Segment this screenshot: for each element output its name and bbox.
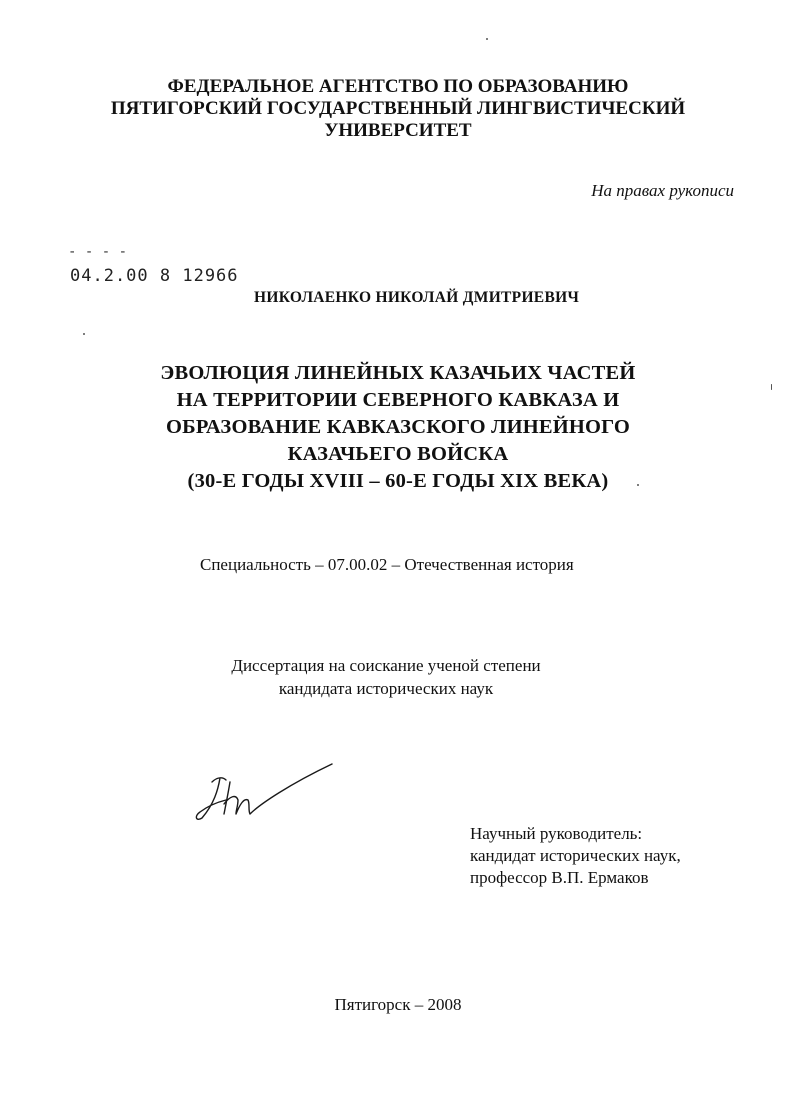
specialty-line: Специальность – 07.00.02 – Отечественная история <box>200 555 574 574</box>
scan-speck <box>83 333 85 335</box>
org-line-3: УНИВЕРСИТЕТ <box>324 120 472 141</box>
organization-header <box>0 76 796 142</box>
stamp-dashes: - - - - <box>68 244 128 260</box>
title-line-5: (30-Е ГОДЫ XVIII – 60-Е ГОДЫ XIX ВЕКА) <box>187 470 609 492</box>
title-line-4: КАЗАЧЬЕГО ВОЙСКА <box>287 443 509 465</box>
scan-speck <box>771 384 772 390</box>
rights-note: На правах рукописи <box>591 181 734 200</box>
supervisor-line-1: Научный руководитель: <box>470 824 643 843</box>
handwritten-signature <box>190 760 350 830</box>
dissertation-title <box>0 360 796 495</box>
org-line-2: ПЯТИГОРСКИЙ ГОСУДАРСТВЕННЫЙ ЛИНГВИСТИЧЕСКИЙ <box>110 98 686 119</box>
supervisor-line-2: кандидат исторических наук, <box>470 846 681 865</box>
title-line-3: ОБРАЗОВАНИЕ КАВКАЗСКОГО ЛИНЕЙНОГО <box>165 416 631 438</box>
title-line-1: ЭВОЛЮЦИЯ ЛИНЕЙНЫХ КАЗАЧЬИХ ЧАСТЕЙ <box>160 362 636 384</box>
degree-statement <box>0 654 784 700</box>
supervisor-line-3: профессор В.П. Ермаков <box>470 868 649 887</box>
library-stamp-number: 04.2.00 8 12966 <box>70 266 239 286</box>
title-line-2: НА ТЕРРИТОРИИ СЕВЕРНОГО КАВКАЗА И <box>176 389 620 411</box>
scan-speck <box>486 38 488 40</box>
degree-line-1: Диссертация на соискание ученой степени <box>231 656 541 675</box>
org-line-1: ФЕДЕРАЛЬНОЕ АГЕНТСТВО ПО ОБРАЗОВАНИЮ <box>167 76 629 97</box>
degree-line-2: кандидата исторических наук <box>278 679 494 698</box>
supervisor-block <box>470 823 681 889</box>
author-name: НИКОЛАЕНКО НИКОЛАЙ ДМИТРИЕВИЧ <box>254 289 580 306</box>
city-year: Пятигорск – 2008 <box>334 995 462 1014</box>
scan-speck <box>637 484 639 486</box>
